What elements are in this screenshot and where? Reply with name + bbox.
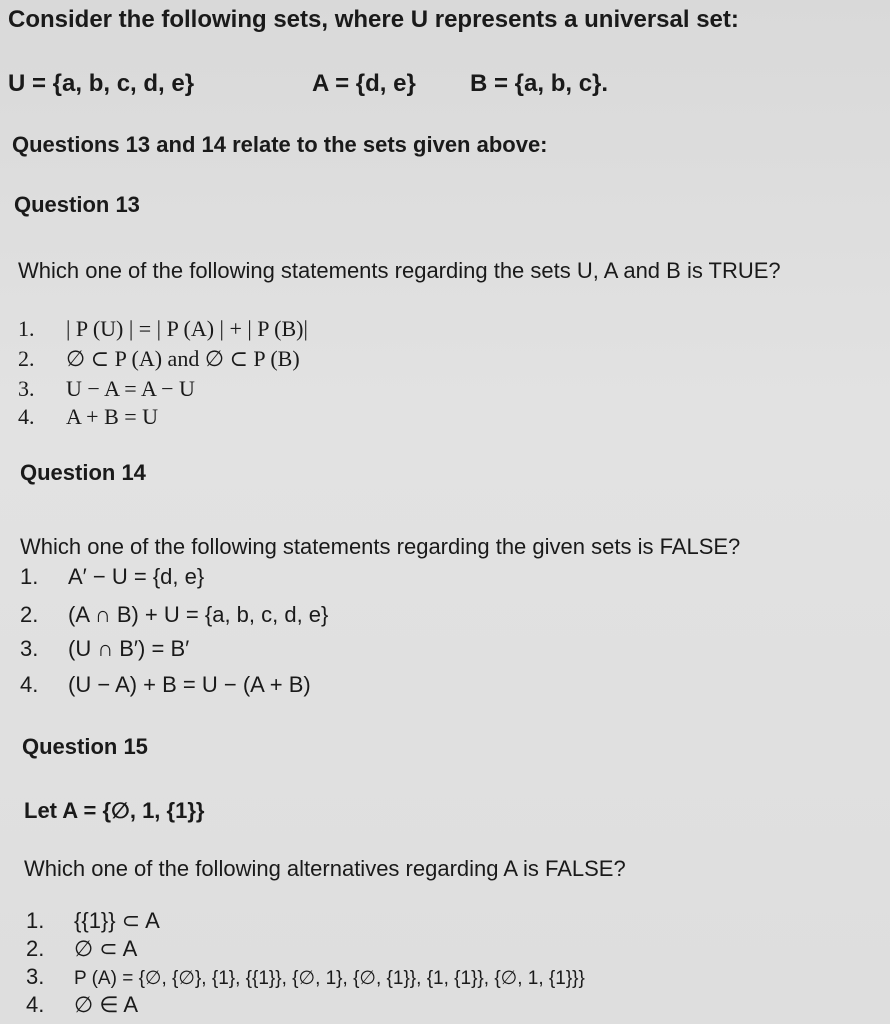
option-text: (U ∩ B′) = B′ <box>68 636 190 661</box>
q14-option-1 <box>20 564 204 590</box>
option-text: ∅ ∈ A <box>74 992 139 1017</box>
question-15-title: Question 15 <box>22 734 148 759</box>
option-text: ∅ ⊂ A <box>74 936 138 961</box>
q13-option-1 <box>18 316 308 342</box>
option-text: A′ − U = {d, e} <box>68 564 205 589</box>
option-text: | P (U) | = | P (A) | + | P (B)| <box>66 316 308 341</box>
q14-option-3 <box>20 636 189 662</box>
option-number: 4. <box>20 672 39 697</box>
q14-option-4 <box>20 672 311 698</box>
q15-option-4 <box>26 992 138 1018</box>
option-number: 2. <box>26 936 45 961</box>
option-number: 4. <box>18 404 35 429</box>
option-number: 1. <box>26 908 45 933</box>
option-number: 4. <box>26 992 45 1017</box>
question-15-let: Let A = {∅, 1, {1}} <box>24 798 205 823</box>
intro-heading: Consider the following sets, where U represents a universal set: <box>8 6 739 33</box>
question-14-title: Question 14 <box>20 460 146 485</box>
q13-option-3 <box>18 376 195 402</box>
q15-option-1 <box>26 908 160 934</box>
set-u-definition: U = {a, b, c, d, e} <box>8 70 195 97</box>
set-a-definition: A = {d, e} <box>312 70 416 97</box>
option-text: A + B = U <box>66 404 159 429</box>
option-number: 2. <box>18 346 35 371</box>
option-text: (U − A) + B = U − (A + B) <box>68 672 311 697</box>
q14-option-2 <box>20 602 328 628</box>
q13-option-4 <box>18 404 158 430</box>
questions-relate-note: Questions 13 and 14 relate to the sets given above: <box>12 132 548 157</box>
question-15-prompt: Which one of the following alternatives regarding A is FALSE? <box>24 856 626 881</box>
option-number: 1. <box>18 316 35 341</box>
option-text: P (A) = {∅, {∅}, {1}, {{1}}, {∅, 1}, {∅, {1}}, {1, {1}}, {∅, 1, {1}}} <box>74 968 585 989</box>
question-14-prompt: Which one of the following statements regarding the given sets is FALSE? <box>20 534 741 559</box>
option-number: 2. <box>20 602 39 627</box>
option-text: U − A = A − U <box>66 376 195 401</box>
question-13-title: Question 13 <box>14 192 140 217</box>
option-text: (A ∩ B) + U = {a, b, c, d, e} <box>68 602 329 627</box>
option-number: 3. <box>26 964 45 989</box>
q15-option-2 <box>26 936 137 962</box>
option-number: 3. <box>20 636 39 661</box>
set-b-definition: B = {a, b, c}. <box>470 70 609 97</box>
option-text: {{1}} ⊂ A <box>74 908 160 933</box>
option-number: 3. <box>18 376 35 401</box>
option-number: 1. <box>20 564 39 589</box>
q15-option-3 <box>26 964 585 990</box>
q13-option-2 <box>18 346 300 372</box>
option-text: ∅ ⊂ P (A) and ∅ ⊂ P (B) <box>66 346 300 371</box>
question-13-prompt: Which one of the following statements regarding the sets U, A and B is TRUE? <box>18 258 781 283</box>
